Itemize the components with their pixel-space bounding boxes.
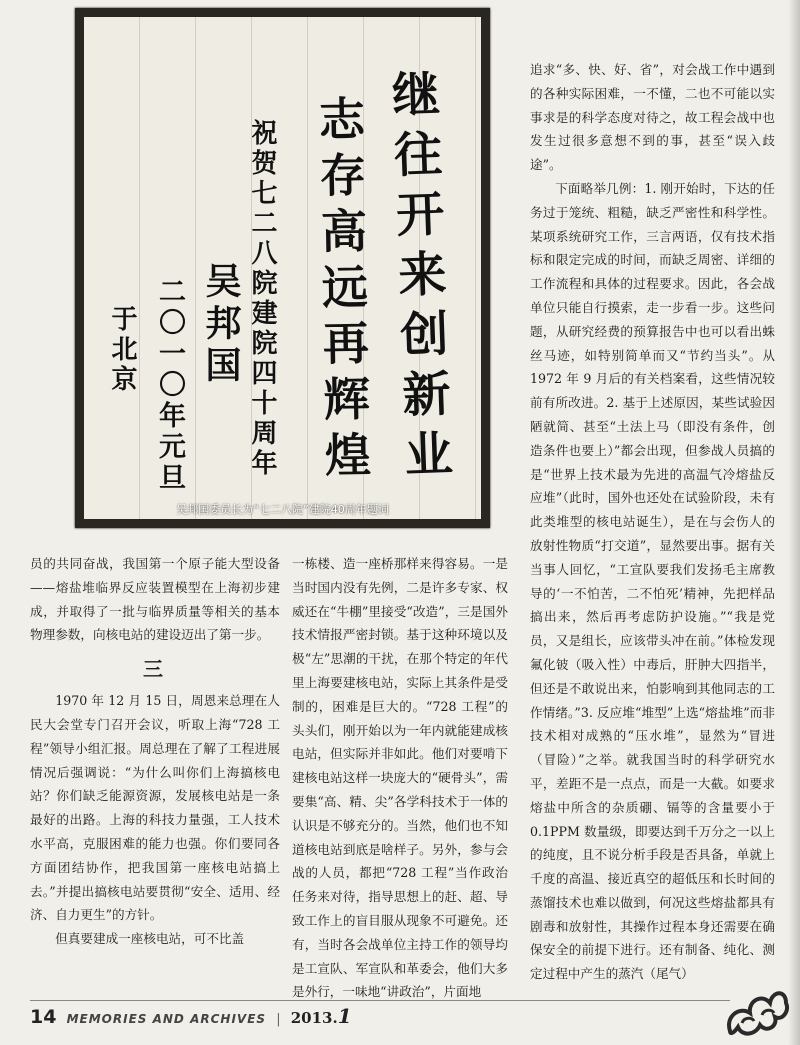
calligraphy-signature: 吴邦国 [200, 262, 242, 388]
text-column-2 [292, 552, 508, 1004]
calligraphy-line-2: 志存高远再辉煌 [311, 94, 373, 488]
issue-year: 2013. [290, 1009, 338, 1027]
calligraphy-dedication: 祝贺七二八院建院四十周年 [247, 119, 277, 479]
calligraphy-place: 于北京 [107, 305, 137, 395]
section-heading: 三 [143, 657, 167, 682]
paragraph: 员的共同奋战，我国第一个原子能大型设备——熔盐堆临界反应装置模型在上海初步建成，并取得了一批与临界质量等相关的基本物理参数，向核电站的建设迈出了第一步。 [30, 556, 280, 643]
paragraph: 一栋楼、造一座桥那样来得容易。一是当时国内没有先例，二是许多专家、权威还在“牛棚”里接受“改造”，三是国外技术情报严密封锁。基于这种环境以及极“左”思潮的干扰，在那个特定的年代里上海要建核电站，实际上其条件是受制的，困难是巨大的。“728 工程”的头头们，刚开始以为一年内就能建成核电站，但实际并非如此。他们对要啃下建核电站这样一块庞大的“硬骨头”，需要集“高、精、尖”各学科技术于一体的认识是不够充分的。当然，他们也不知道核电站到底是啥样子。另外，参与会战的人员，都把“728 工程”当作政治任务来对待，指导思想上的赶、超、导致工作上的盲目服从现象不可避免。还有，当时各会战单位主持工作的领导均是工宣队、军宣队和革委会，他们大多是外行，一味地“讲政治”，片面地 [292, 556, 508, 1000]
cloud-ornament-icon [720, 971, 790, 1041]
photo-caption: 吴邦国委员长为“七二八院”建院40周年题词 [176, 503, 389, 516]
text-column-1 [30, 552, 280, 951]
calligraphy-paper [84, 17, 481, 519]
text-column-3 [530, 58, 775, 986]
footer-rule [30, 1000, 730, 1001]
page-footer [30, 1004, 352, 1028]
page-edge-shadow [788, 0, 800, 1045]
magazine-name: MEMORIES AND ARCHIVES [66, 1012, 267, 1026]
calligraphy-line-1: 继往开来创新业 [382, 68, 454, 490]
paragraph: 下面略举几例：1. 刚开始时，下达的任务过于笼统、粗糙，缺乏严密性和科学性。某项系统研究工作，三言两语，仅有技术指标和限定完成的时间，而缺乏周密、详细的工作流程和具体的过程要求。因此，各会战单位只能自行摸索，走一步看一步。这些问题，从研究经费的预算报告中也可以看出蛛丝马迹，如特别简单而又“节约当头”。从 1972 年 9 月后的有关档案看，这些情况较前有所改进。2. 基于上述原因，某些试验因陋就简、甚至“土法上马（即没有条件，创造条件也要上）”都会出现，但参战人员搞的是“世界上技术最为先进的高温气冷熔盐反应堆”（此时，国外也还处在试验阶段，未有此类堆型的核电站诞生），是在与会伤人的放射性物质“打交道”，显然要出事。据有关当事人回忆，“工宣队要我们发扬毛主席教导的‘一不怕苦，二不怕死’精神，先把样品搞出来，然后再考虑防护设施。”“我是党员，又是组长，应该带头冲在前。”体检发现氟化铍（吸入性）中毒后，肝肿大四指半，但还是不敢说出来，怕影响到其他同志的工作情绪。”3. 反应堆“堆型”上选“熔盐堆”而非技术相对成熟的“压水堆”，显然为“冒进（冒险）”之举。就我国当时的科学研究水平，差距不是一点点，而是一大截。如要求熔盐中所含的杂质硼、镉等的含量要小于 0.1PPM 数量级，即要达到千万分之一以上的纯度，且不说分析手段是否具备，单就上千度的高温、接近真空的超低压和长时间的蒸馏技术也难以做到，何况这些熔盐都具有剧毒和放射性，其操作过程本身还需要在确保安全的前提下进行。还有制备、纯化、测定过程中产生的蒸汽（尾气） [530, 180, 775, 982]
paragraph: 但真要建成一座核电站，可不比盖 [55, 931, 245, 947]
paragraph: 追求“多、快、好、省”，对会战工作中遇到的各种实际困难，一不懂，二也不可能以实事求是的科学态度对待之，故工程会战中也发生过很多意想不到的事，甚至“误入歧途”。 [530, 62, 775, 173]
paragraph: 1970 年 12 月 15 日，周恩来总理在人民大会堂专门召开会议，听取上海“728 工程”领导小组汇报。周总理在了解了工程进展情况后强调说：“为什么叫你们上海搞核电站？你们缺乏能源资源，发展核电站是一条最好的出路。上海的科技力量强，工人技术水平高，克服困难的能力也强。你们要同各方面团结协作，把我国第一座核电站搞上去。”并提出搞核电站要贯彻“安全、适用、经济、自力更生”的方针。 [30, 693, 280, 923]
footer-separator: | [276, 1012, 281, 1027]
calligraphy-photo [75, 8, 490, 528]
calligraphy-date: 二〇一〇年元旦 [154, 277, 185, 494]
issue-number: 1 [337, 1004, 352, 1028]
page-number: 14 [30, 1006, 57, 1028]
